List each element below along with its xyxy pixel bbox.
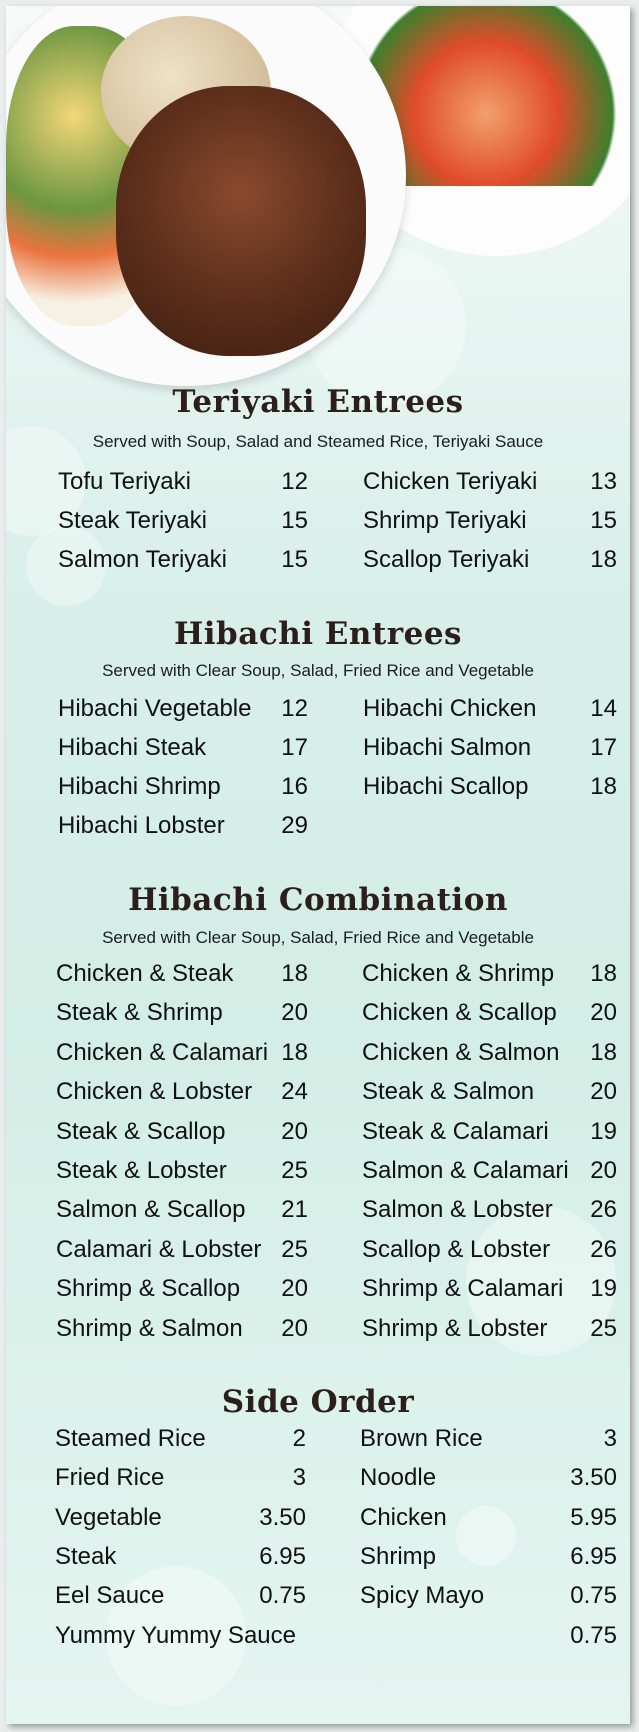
menu-item-name: Noodle [360, 1464, 437, 1492]
menu-item-price: 18 [590, 960, 617, 987]
menu-card [6, 6, 630, 1724]
menu-item-price: 19 [590, 1275, 617, 1303]
menu-item-name: Steak [55, 1542, 117, 1570]
menu-item-price: 17 [281, 734, 308, 761]
menu-item-price: 18 [590, 773, 617, 800]
menu-item-name: Scallop & Lobster [362, 1235, 551, 1263]
menu-item-price: 3.50 [259, 1503, 306, 1531]
menu-item-name: Chicken Teriyaki [363, 468, 538, 495]
menu-item-name: Shrimp & Scallop [56, 1275, 241, 1303]
menu-item-name: Vegetable [55, 1503, 162, 1531]
menu-item-name: Hibachi Vegetable [58, 695, 252, 722]
menu-item-price: 19 [590, 1117, 617, 1145]
menu-item-price: 25 [281, 1235, 308, 1263]
menu-item-price: 18 [281, 1038, 308, 1066]
section-subtitle: Served with Clear Soup, Salad, Fried Rice and Vegetable [102, 928, 534, 947]
menu-item-name: Salmon & Scallop [56, 1196, 246, 1224]
menu-item-name: Steak Teriyaki [58, 507, 207, 534]
section-title: Hibachi Combination [128, 882, 508, 918]
menu-item-price: 18 [281, 960, 308, 987]
menu-item-name: Shrimp & Calamari [362, 1275, 564, 1303]
menu-item-price: 25 [590, 1314, 617, 1342]
section-title: Side Order [221, 1384, 415, 1420]
section-title: Hibachi Entrees [173, 616, 463, 652]
menu-item-name: Steamed Rice [55, 1425, 206, 1452]
steak-cubes [116, 86, 366, 356]
menu-item-name: Chicken [360, 1503, 447, 1531]
menu-item-price: 0.75 [570, 1621, 617, 1649]
menu-item-name: Salmon Teriyaki [58, 546, 227, 573]
section-title: Teriyaki Entrees [172, 384, 464, 420]
menu-item-price: 15 [281, 507, 308, 534]
menu-item-name: Shrimp & Lobster [362, 1314, 548, 1342]
menu-item-price: 12 [281, 468, 308, 495]
menu-item-name: Chicken & Calamari [56, 1038, 269, 1066]
menu-item-price: 20 [590, 999, 617, 1027]
menu-item-name: Salmon & Calamari [362, 1157, 569, 1184]
menu-item-name: Eel Sauce [55, 1582, 165, 1610]
menu-item-name: Salmon & Lobster [362, 1196, 553, 1224]
menu-item-name: Fried Rice [55, 1464, 165, 1492]
menu-item-name: Scallop Teriyaki [363, 546, 530, 573]
menu-item-name: Shrimp Teriyaki [363, 507, 527, 534]
menu-item-name: Hibachi Chicken [363, 695, 537, 722]
menu-item-price: 15 [590, 507, 617, 534]
menu-item-price: 3 [292, 1464, 306, 1492]
menu-item-price: 20 [281, 1117, 308, 1145]
section-subtitle: Served with Soup, Salad and Steamed Rice, Teriyaki Sauce [92, 432, 544, 451]
menu-item-name: Spicy Mayo [360, 1582, 485, 1610]
menu-item-price: 25 [281, 1157, 308, 1184]
menu-item-price: 20 [281, 1275, 308, 1303]
menu-item-price: 21 [281, 1196, 308, 1224]
menu-item-price: 3 [603, 1425, 617, 1452]
menu-item-name: Steak & Lobster [56, 1157, 227, 1184]
menu-item-name: Chicken & Shrimp [362, 960, 555, 987]
menu-item-price: 12 [281, 695, 308, 722]
menu-item-price: 20 [281, 1314, 308, 1342]
menu-item-price: 0.75 [570, 1582, 617, 1610]
menu-item-name: Hibachi Salmon [363, 734, 532, 761]
menu-item-name: Chicken & Scallop [362, 999, 557, 1027]
menu-item-name: Steak & Shrimp [56, 999, 223, 1027]
menu-item-name: Tofu Teriyaki [58, 468, 191, 495]
menu-item-name: Shrimp & Salmon [56, 1314, 243, 1342]
menu-item-name: Hibachi Steak [58, 734, 207, 761]
menu-item-name: Steak & Calamari [362, 1117, 549, 1145]
bokeh-circle [456, 1506, 516, 1566]
menu-item-price: 20 [281, 999, 308, 1027]
menu-item-price: 29 [281, 812, 308, 839]
menu-item-price: 6.95 [570, 1542, 617, 1570]
menu-item-name: Hibachi Scallop [363, 773, 529, 800]
menu-item-price: 20 [590, 1157, 617, 1184]
menu-item-price: 26 [590, 1196, 617, 1224]
menu-item-price: 3.50 [570, 1464, 617, 1492]
menu-item-name: Chicken & Lobster [56, 1078, 253, 1106]
menu-item-price: 6.95 [259, 1542, 306, 1570]
menu-item-price: 17 [590, 734, 617, 761]
menu-item-price: 20 [590, 1078, 617, 1106]
menu-item-price: 15 [281, 546, 308, 573]
menu-item-name: Chicken & Steak [56, 960, 234, 987]
menu-item-name: Yummy Yummy Sauce [55, 1621, 296, 1649]
menu-item-name: Steak & Salmon [362, 1078, 535, 1106]
section-subtitle: Served with Clear Soup, Salad, Fried Rice and Vegetable [102, 661, 534, 680]
menu-item-price: 16 [281, 773, 308, 800]
menu-item-price: 18 [590, 546, 617, 573]
menu-item-price: 24 [281, 1078, 308, 1106]
menu-item-name: Calamari & Lobster [56, 1235, 262, 1263]
menu-item-price: 2 [292, 1425, 306, 1452]
menu-item-price: 14 [590, 695, 617, 722]
menu-item-name: Hibachi Lobster [58, 812, 225, 839]
menu-item-price: 26 [590, 1235, 617, 1263]
menu-item-name: Steak & Scallop [56, 1117, 226, 1145]
menu-item-name: Chicken & Salmon [362, 1038, 560, 1066]
menu-item-price: 5.95 [570, 1503, 617, 1531]
menu-item-name: Brown Rice [360, 1425, 483, 1452]
menu-item-price: 0.75 [259, 1582, 306, 1610]
menu-item-name: Hibachi Shrimp [58, 773, 221, 800]
menu-item-price: 13 [590, 468, 617, 495]
menu-item-price: 18 [590, 1038, 617, 1066]
menu-item-name: Shrimp [360, 1542, 437, 1570]
